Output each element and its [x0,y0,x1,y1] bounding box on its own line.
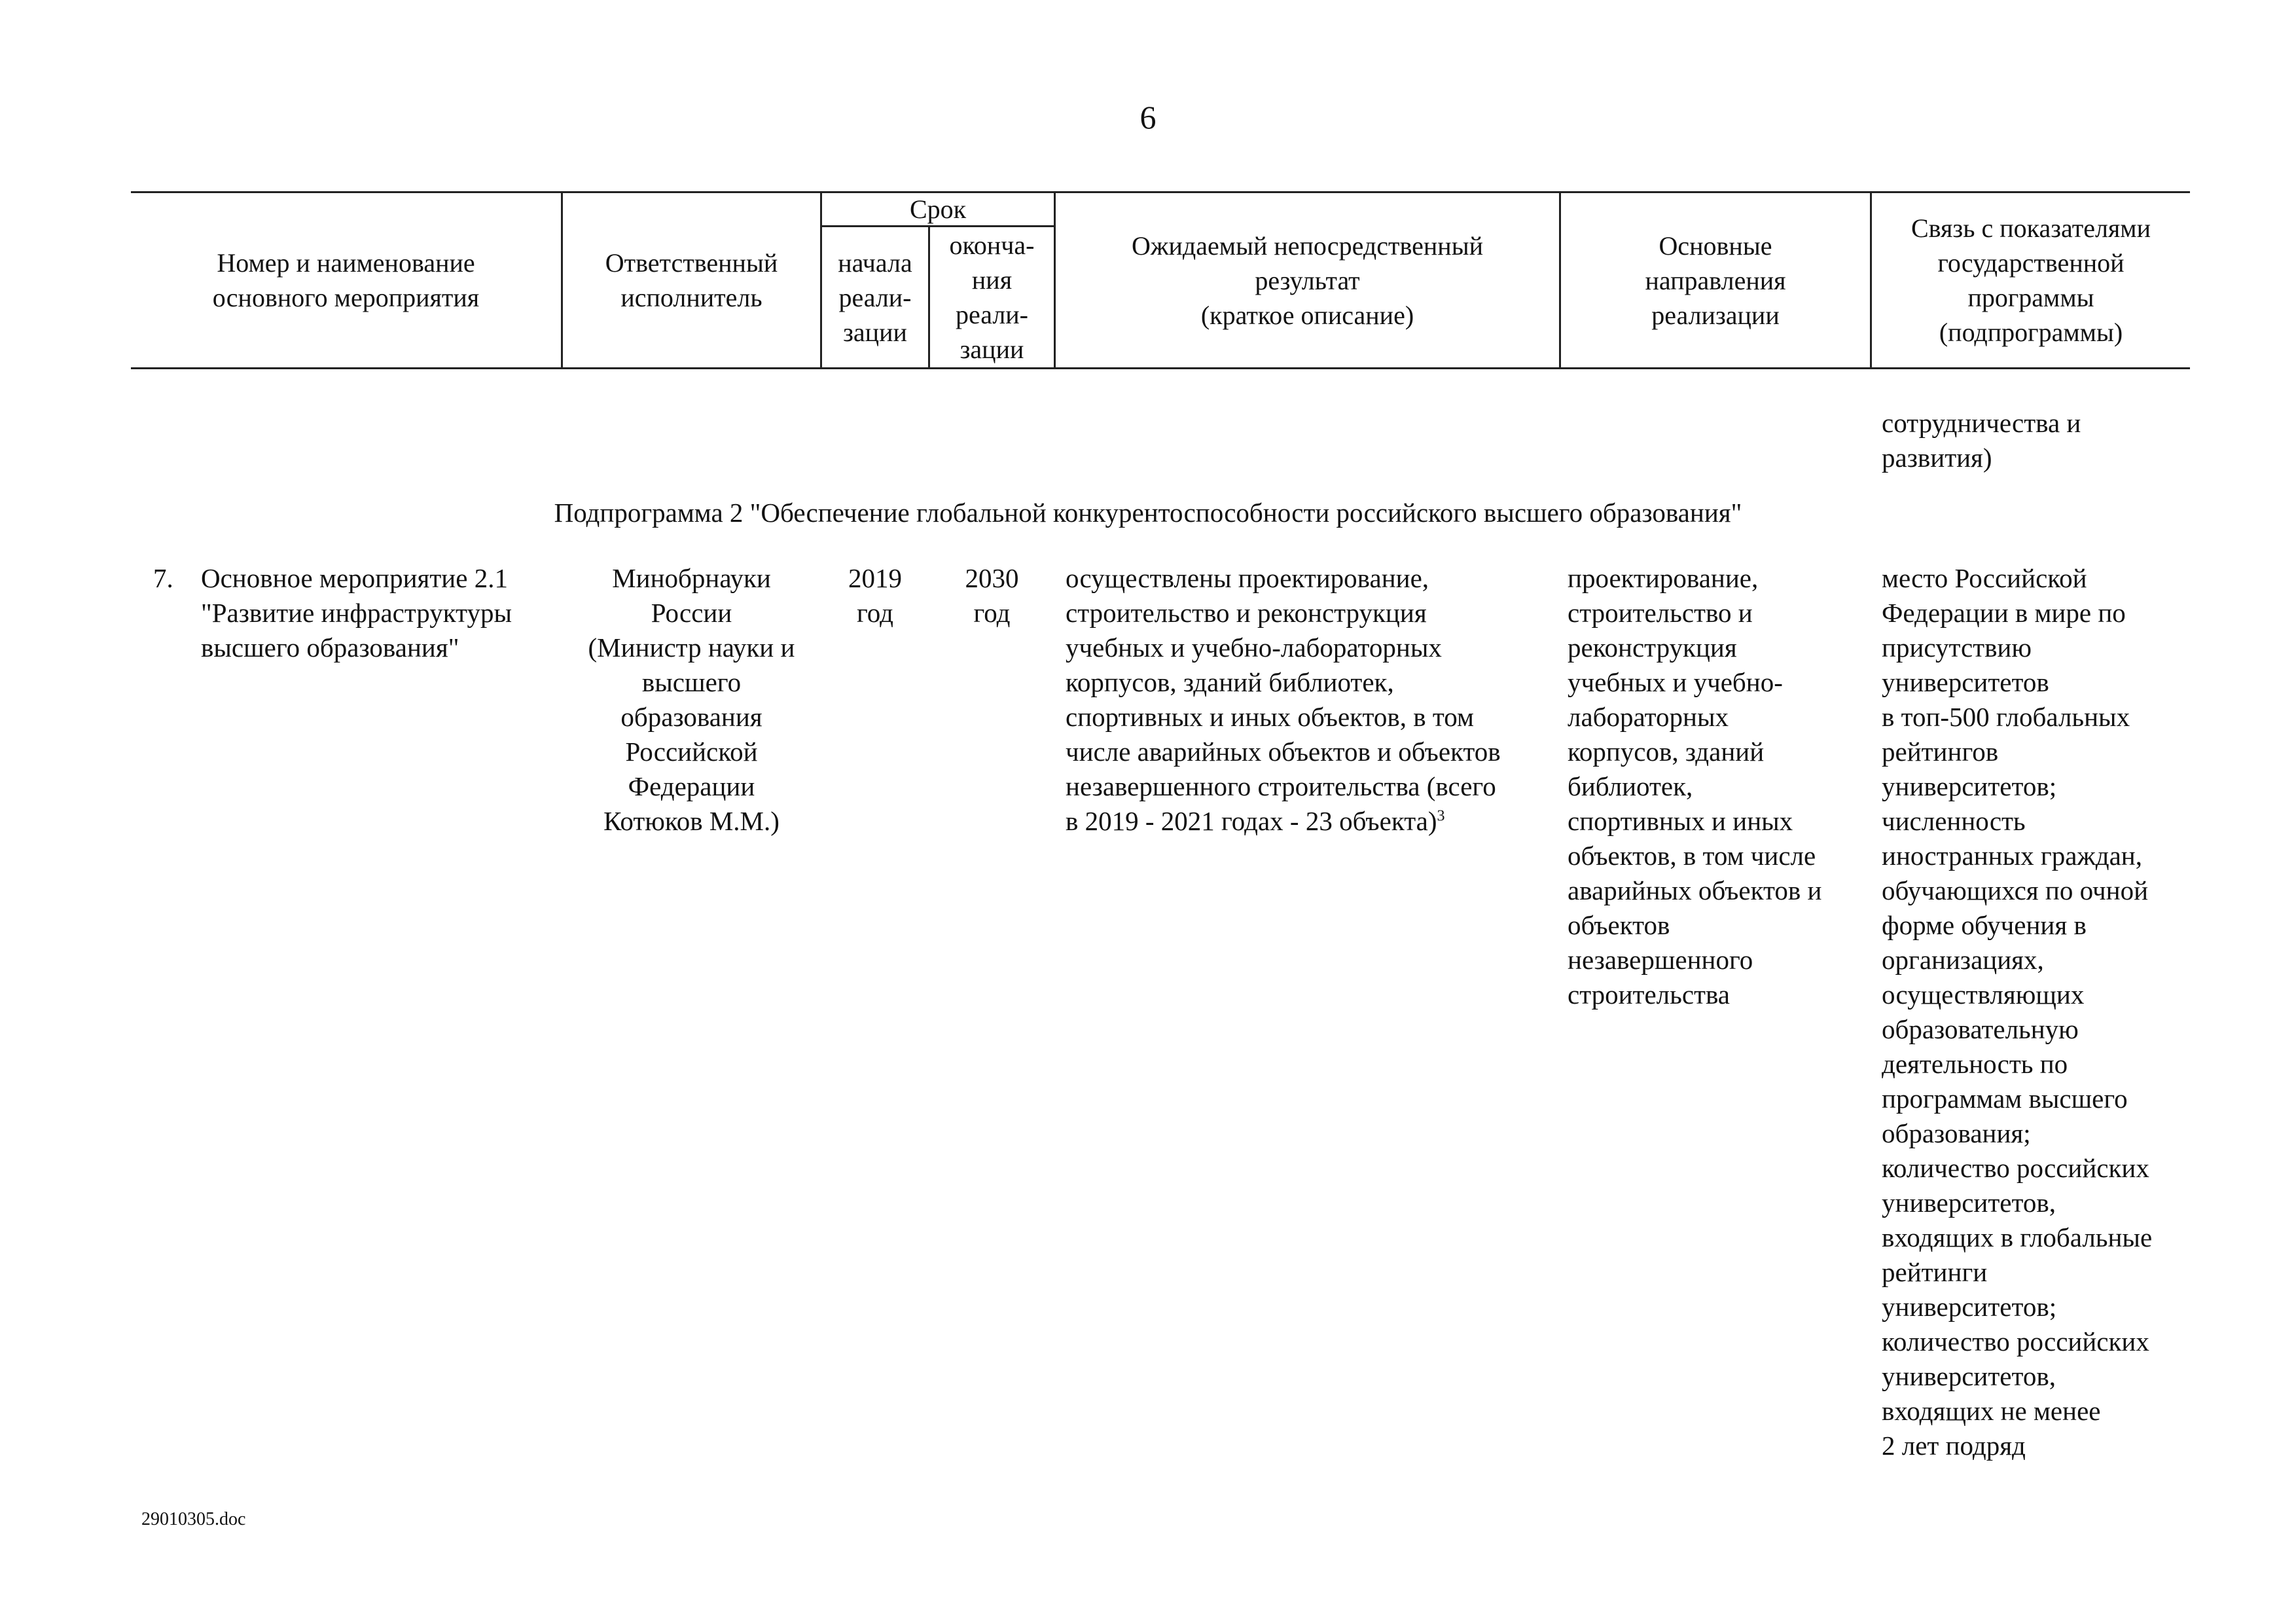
header-term-start: начала реали- зации [838,247,912,347]
row-expected-result: осуществлены проектирование, строительство и реконструкция учебных и учебно-лабораторных корпусов, зданий библиотек, спортивных и иных объектов, в том числе аварийных объектов и объектов незавершенного строительства (всего в 2019 - 2021 годах - 23 объекта)$^3$ [1066,563,1501,836]
header-term: Срок [909,194,967,224]
row-term-end: 2030 год [965,563,1019,628]
row-responsible-executor: Минобрнауки России (Министр науки и высшего образования Российской Федерации Котюков М.М.) [588,563,795,836]
header-term-end: оконча- ния реали- зации [949,230,1035,364]
row-number: 7. [153,563,173,593]
header-main-directions: Основные направления реализации [1645,230,1786,330]
row-term-start: 2019 год [848,563,902,628]
row-indicators: место Российской Федерации в мире по присутствию университетов в топ-500 глобальных рейтингов университетов; численность иностранных граждан, обучающихся по очной форме обучения в организациях, осуществляющих образовательную деятельность по программам высшего образования; количество российских университетов, входящих в глобальные рейтинги университетов; количество российских университетов, входящих не менее 2 лет подряд [1882,563,2153,1461]
footnote-marker: 3 [1437,807,1445,825]
row-main-event-name: Основное мероприятие 2.1 "Развитие инфраструктуры высшего образования" [201,563,512,663]
subprogram-title: Подпрограмма 2 "Обеспечение глобальной конкурентоспособности российского высшего образования" [554,498,1742,528]
page-number: 6 [1139,99,1157,136]
header-indicators-link: Связь с показателями государственной программы (подпрограммы) [1910,213,2151,347]
header-responsible-executor: Ответственный исполнитель [605,248,778,312]
header-main-event: Номер и наименование основного мероприятия [212,248,480,312]
row-main-directions: проектирование, строительство и реконструкция учебных и учебно- лабораторных корпусов, зданий библиотек, спортивных и иных объектов, в том числе аварийных объектов и объектов незавершенного строительства [1568,563,1822,1010]
continuation-text: сотрудничества и развития) [1882,408,2081,473]
table-header-bottom-rule [131,367,2190,369]
footer-filename: 29010305.doc [141,1509,246,1529]
header-expected-result: Ожидаемый непосредственный результат (краткое описание) [1131,230,1483,330]
